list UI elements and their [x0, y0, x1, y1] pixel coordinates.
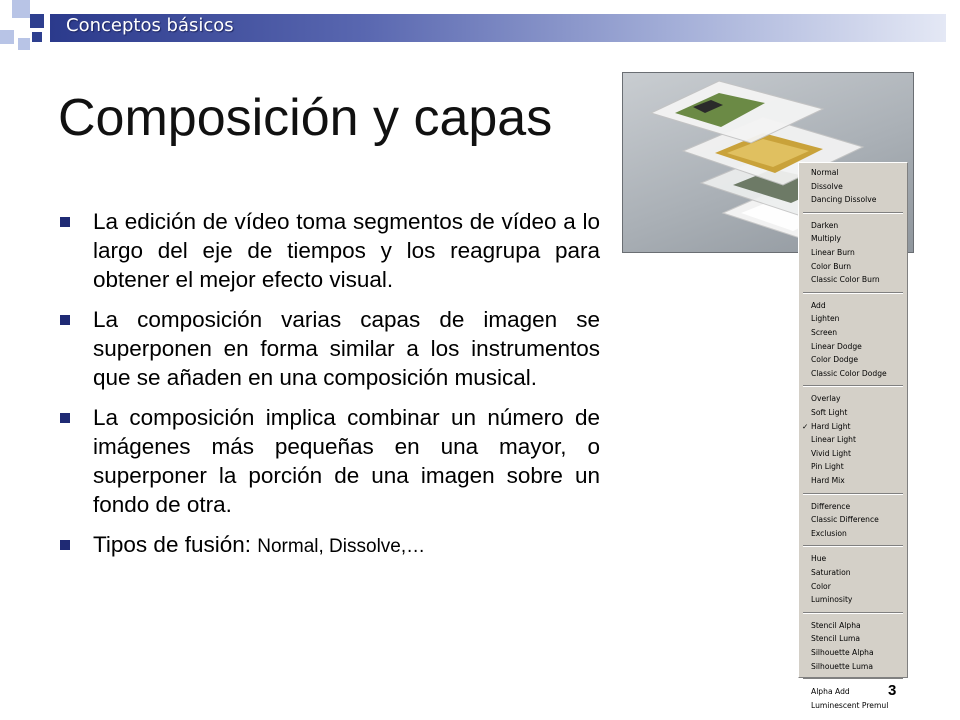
menu-item[interactable]: Silhouette Alpha: [811, 648, 874, 657]
header-decoration: [32, 32, 42, 42]
menu-item[interactable]: Overlay: [811, 394, 841, 404]
menu-item[interactable]: Linear Burn: [811, 248, 855, 257]
header-decoration: [30, 14, 44, 28]
menu-item[interactable]: Stencil Alpha: [811, 620, 861, 630]
menu-item[interactable]: Saturation: [811, 568, 851, 577]
menu-item[interactable]: Color: [811, 581, 831, 591]
bullet-icon: [60, 217, 70, 227]
bullet-item: [60, 305, 600, 392]
menu-item[interactable]: Exclusion: [811, 528, 847, 538]
bullet-item: [60, 207, 600, 294]
bullet-item: [60, 530, 600, 561]
menu-item[interactable]: Normal: [811, 168, 839, 177]
section-title: Conceptos básicos: [66, 15, 234, 36]
bullet-text-small: Normal, Dissolve,…: [257, 536, 426, 557]
menu-item[interactable]: Hard Light ✓: [802, 421, 851, 431]
menu-item[interactable]: Color Dodge: [811, 355, 859, 365]
menu-item[interactable]: Add: [811, 300, 826, 310]
menu-separator: [803, 385, 903, 387]
bullet-text: Tipos de fusión:: [93, 532, 258, 557]
menu-separator: [803, 212, 903, 214]
bullet-text: La edición de vídeo toma segmentos de vídeo a lo largo del eje de tiempos y los reagrupa para obtener el mejor efecto visual.: [93, 209, 600, 292]
bullet-icon: [60, 413, 70, 423]
blend-mode-menu[interactable]: [798, 162, 908, 710]
menu-item[interactable]: Color Burn: [811, 261, 852, 271]
menu-item[interactable]: Luminescent Premul: [811, 700, 889, 710]
header-decoration: [12, 0, 30, 18]
menu-item[interactable]: Hue: [811, 554, 827, 564]
menu-item[interactable]: Dancing Dissolve: [811, 195, 877, 205]
menu-separator: [803, 292, 903, 294]
menu-item[interactable]: Multiply: [811, 234, 841, 244]
header-decoration: [0, 30, 14, 44]
header-decoration: [18, 38, 30, 50]
menu-item[interactable]: Screen: [811, 328, 838, 337]
menu-item[interactable]: Difference: [811, 501, 851, 511]
menu-item[interactable]: Classic Color Burn: [811, 275, 880, 285]
menu-item[interactable]: Alpha Add: [811, 687, 850, 697]
menu-item[interactable]: Lighten: [811, 314, 840, 324]
checkmark-icon: ✓: [802, 421, 809, 431]
menu-item[interactable]: Stencil Luma: [811, 634, 861, 644]
menu-item[interactable]: Classic Difference: [811, 515, 879, 525]
menu-separator: [803, 678, 903, 680]
bullet-text: La composición implica combinar un número de imágenes más pequeñas en una mayor, o superponer la porción de una imagen sobre un fondo de otra.: [93, 405, 600, 517]
menu-item[interactable]: Hard Mix: [811, 476, 845, 485]
bullet-list: [60, 207, 600, 572]
bullet-icon: [60, 315, 70, 325]
menu-item[interactable]: Linear Dodge: [811, 341, 862, 351]
menu-separator: [803, 545, 903, 547]
menu-item[interactable]: Linear Light: [811, 435, 856, 445]
menu-item[interactable]: Soft Light: [811, 408, 848, 417]
page-number: 3: [888, 682, 897, 699]
bullet-item: [60, 403, 600, 519]
menu-item[interactable]: Dissolve: [811, 181, 843, 191]
menu-item[interactable]: Pin Light: [811, 462, 844, 472]
menu-item[interactable]: Silhouette Luma: [811, 661, 873, 671]
bullet-icon: [60, 540, 70, 550]
menu-item[interactable]: Darken: [811, 220, 839, 230]
menu-separator: [803, 612, 903, 614]
menu-item[interactable]: Vivid Light: [811, 448, 851, 458]
menu-item[interactable]: Classic Color Dodge: [811, 368, 887, 378]
bullet-text: La composición varias capas de imagen se superponen en forma similar a los instrumentos que se añaden en una composición musical.: [93, 307, 600, 390]
menu-separator: [803, 493, 903, 495]
menu-item[interactable]: Luminosity: [811, 595, 853, 605]
slide-title: Composición y capas: [58, 89, 553, 147]
